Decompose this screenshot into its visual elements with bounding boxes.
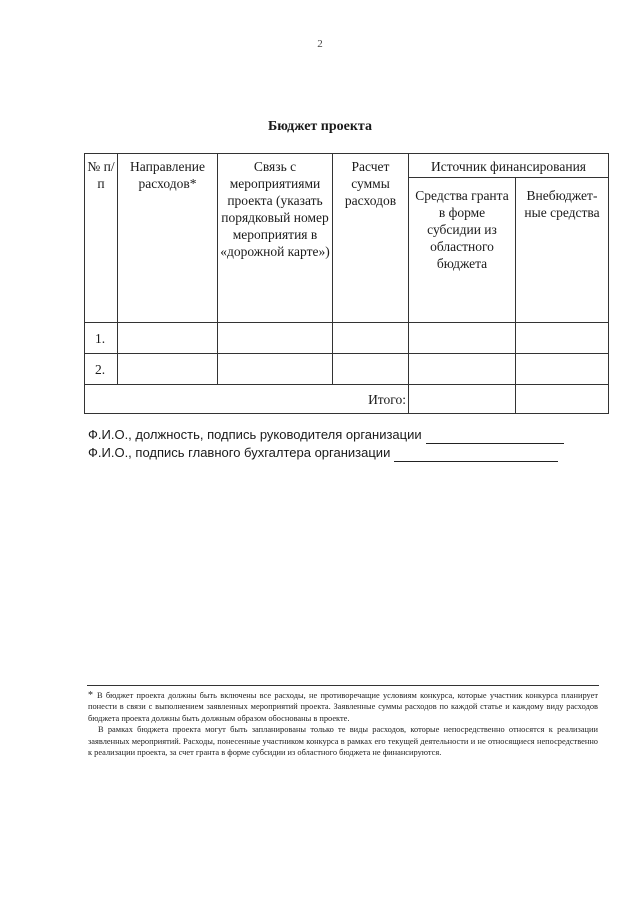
signature-head-blank[interactable] <box>426 430 564 444</box>
cell-grant <box>409 354 516 385</box>
cell-link <box>218 323 333 354</box>
document-title: Бюджет проекта <box>268 119 372 134</box>
footnote-divider <box>87 685 599 686</box>
header-extra: Внебюджет-ные средства <box>516 178 609 323</box>
cell-direction <box>118 323 218 354</box>
header-grant: Средства гранта в форме субсидии из областного бюджета <box>409 178 516 323</box>
footnote-paragraph-2: В рамках бюджета проекта могут быть запланированы только те виды расходов, которые непосредственно относятся к реализации заявленных мероприятий. Расходы, понесенные участником конкурса в рамках его текущей деятельности и не относящиеся непосредственно к реализации проекта, за счет гранта в форме субсидии из областного бюджета не финансируются. <box>88 725 598 758</box>
signature-accountant-label: Ф.И.О., подпись главного бухгалтера организации <box>88 445 391 460</box>
total-grant <box>409 385 516 414</box>
total-extra <box>516 385 609 414</box>
cell-extra <box>516 354 609 385</box>
signature-accountant-blank[interactable] <box>394 448 558 462</box>
total-label: Итого: <box>85 385 409 414</box>
footnote-text-1: В бюджет проекта должны быть включены все расходы, не противоречащие условиям конкурса, которые участник конкурса планирует понести в связи с выполнением заявленных мероприятий проекта. Заявленные суммы расходов по каждой статье и каждому виду расходов бюджета проекта должны быть должным образом обоснованы в проекте. <box>88 691 598 723</box>
header-direction: Направление расходов* <box>118 154 218 323</box>
header-source: Источник финансирования <box>409 154 609 178</box>
cell-calc <box>333 354 409 385</box>
row-num: 2. <box>85 354 118 385</box>
footnote-mark: * <box>88 690 93 701</box>
footnote-paragraph-1 <box>88 690 598 724</box>
header-link: Связь с мероприятиями проекта (указать порядковый номер мероприятия в «дорожной карте») <box>218 154 333 323</box>
signature-head <box>88 426 608 444</box>
signature-head-label: Ф.И.О., должность, подпись руководителя организации <box>88 427 422 442</box>
cell-direction <box>118 354 218 385</box>
signature-accountant <box>88 444 608 462</box>
budget-table <box>84 153 609 414</box>
table-row <box>85 323 609 354</box>
page-number: 2 <box>317 38 323 50</box>
total-row <box>85 385 609 414</box>
cell-link <box>218 354 333 385</box>
header-num: № п/п <box>85 154 118 323</box>
signature-block <box>88 426 608 462</box>
cell-grant <box>409 323 516 354</box>
cell-extra <box>516 323 609 354</box>
header-calc: Расчет суммы расходов <box>333 154 409 323</box>
table-header-row <box>85 154 609 178</box>
cell-calc <box>333 323 409 354</box>
row-num: 1. <box>85 323 118 354</box>
footnote <box>88 690 598 758</box>
table-row <box>85 354 609 385</box>
